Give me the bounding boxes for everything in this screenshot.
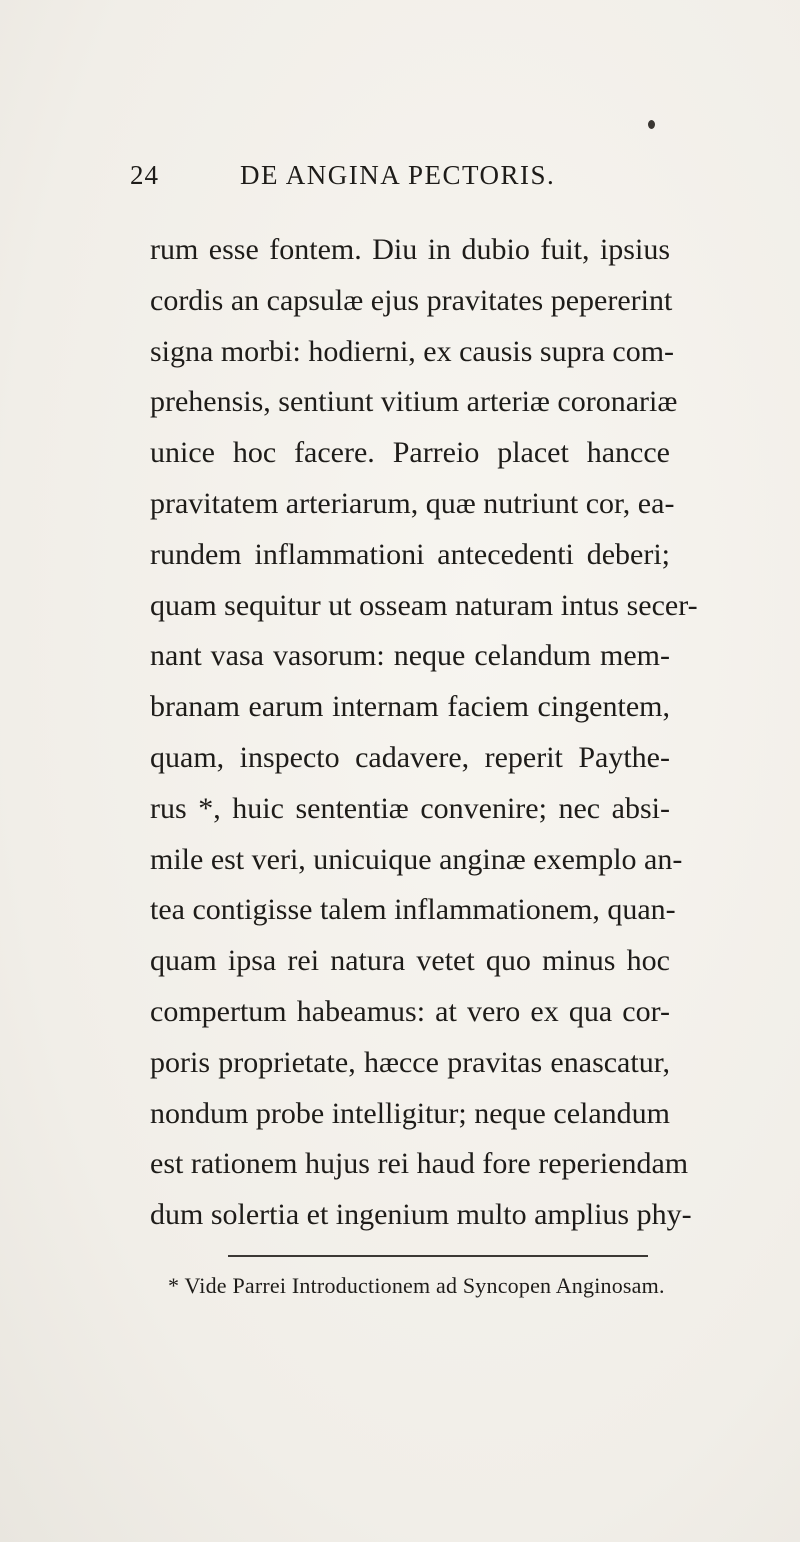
- page-number: 24: [130, 160, 159, 190]
- text-line: branam earum internam faciem cingentem,: [150, 690, 670, 724]
- text-line: cordis an capsulæ ejus pravitates pepererint: [150, 283, 673, 317]
- text-line: mile est veri, unicuique anginæ exemplo an-: [150, 842, 683, 876]
- text-line: quam sequitur ut osseam naturam intus secer-: [150, 588, 698, 622]
- text-line: poris proprietate, hæcce pravitas enascatur,: [150, 1045, 670, 1079]
- text-line: rus *, huic sententiæ convenire; nec absi-: [150, 791, 670, 825]
- text-line: dum solertia et ingenium multo amplius phy-: [150, 1198, 692, 1232]
- body-text: [150, 225, 698, 1241]
- footnote-rule: [228, 1255, 648, 1257]
- text-line: pravitatem arteriarum, quæ nutriunt cor, ea-: [150, 486, 675, 520]
- text-line: rundem inflammationi antecedenti deberi;: [150, 537, 670, 571]
- text-line: quam ipsa rei natura vetet quo minus hoc: [150, 944, 670, 978]
- ink-dot: [648, 120, 655, 129]
- text-line: unice hoc facere. Parreio placet hancce: [150, 436, 670, 470]
- text-line: signa morbi: hodierni, ex causis supra com-: [150, 334, 675, 368]
- text-line: rum esse fontem. Diu in dubio fuit, ipsius: [150, 233, 670, 266]
- text-line: nant vasa vasorum: neque celandum mem-: [150, 639, 670, 673]
- running-head: [130, 160, 690, 200]
- text-line: compertum habeamus: at vero ex qua cor-: [150, 994, 670, 1028]
- running-title: DE ANGINA PECTORIS.: [240, 160, 556, 190]
- text-line: nondum probe intelligitur; neque celandum: [150, 1096, 670, 1130]
- footnote: * Vide Parrei Introductionem ad Syncopen Anginosam.: [168, 1273, 665, 1298]
- text-line: tea contigisse talem inflammationem, quan-: [150, 893, 676, 927]
- text-line: quam, inspecto cadavere, reperit Paythe-: [150, 740, 670, 774]
- text-line: prehensis, sentiunt vitium arteriæ coronariæ: [150, 385, 678, 419]
- text-line: est rationem hujus rei haud fore reperiendam: [150, 1147, 689, 1181]
